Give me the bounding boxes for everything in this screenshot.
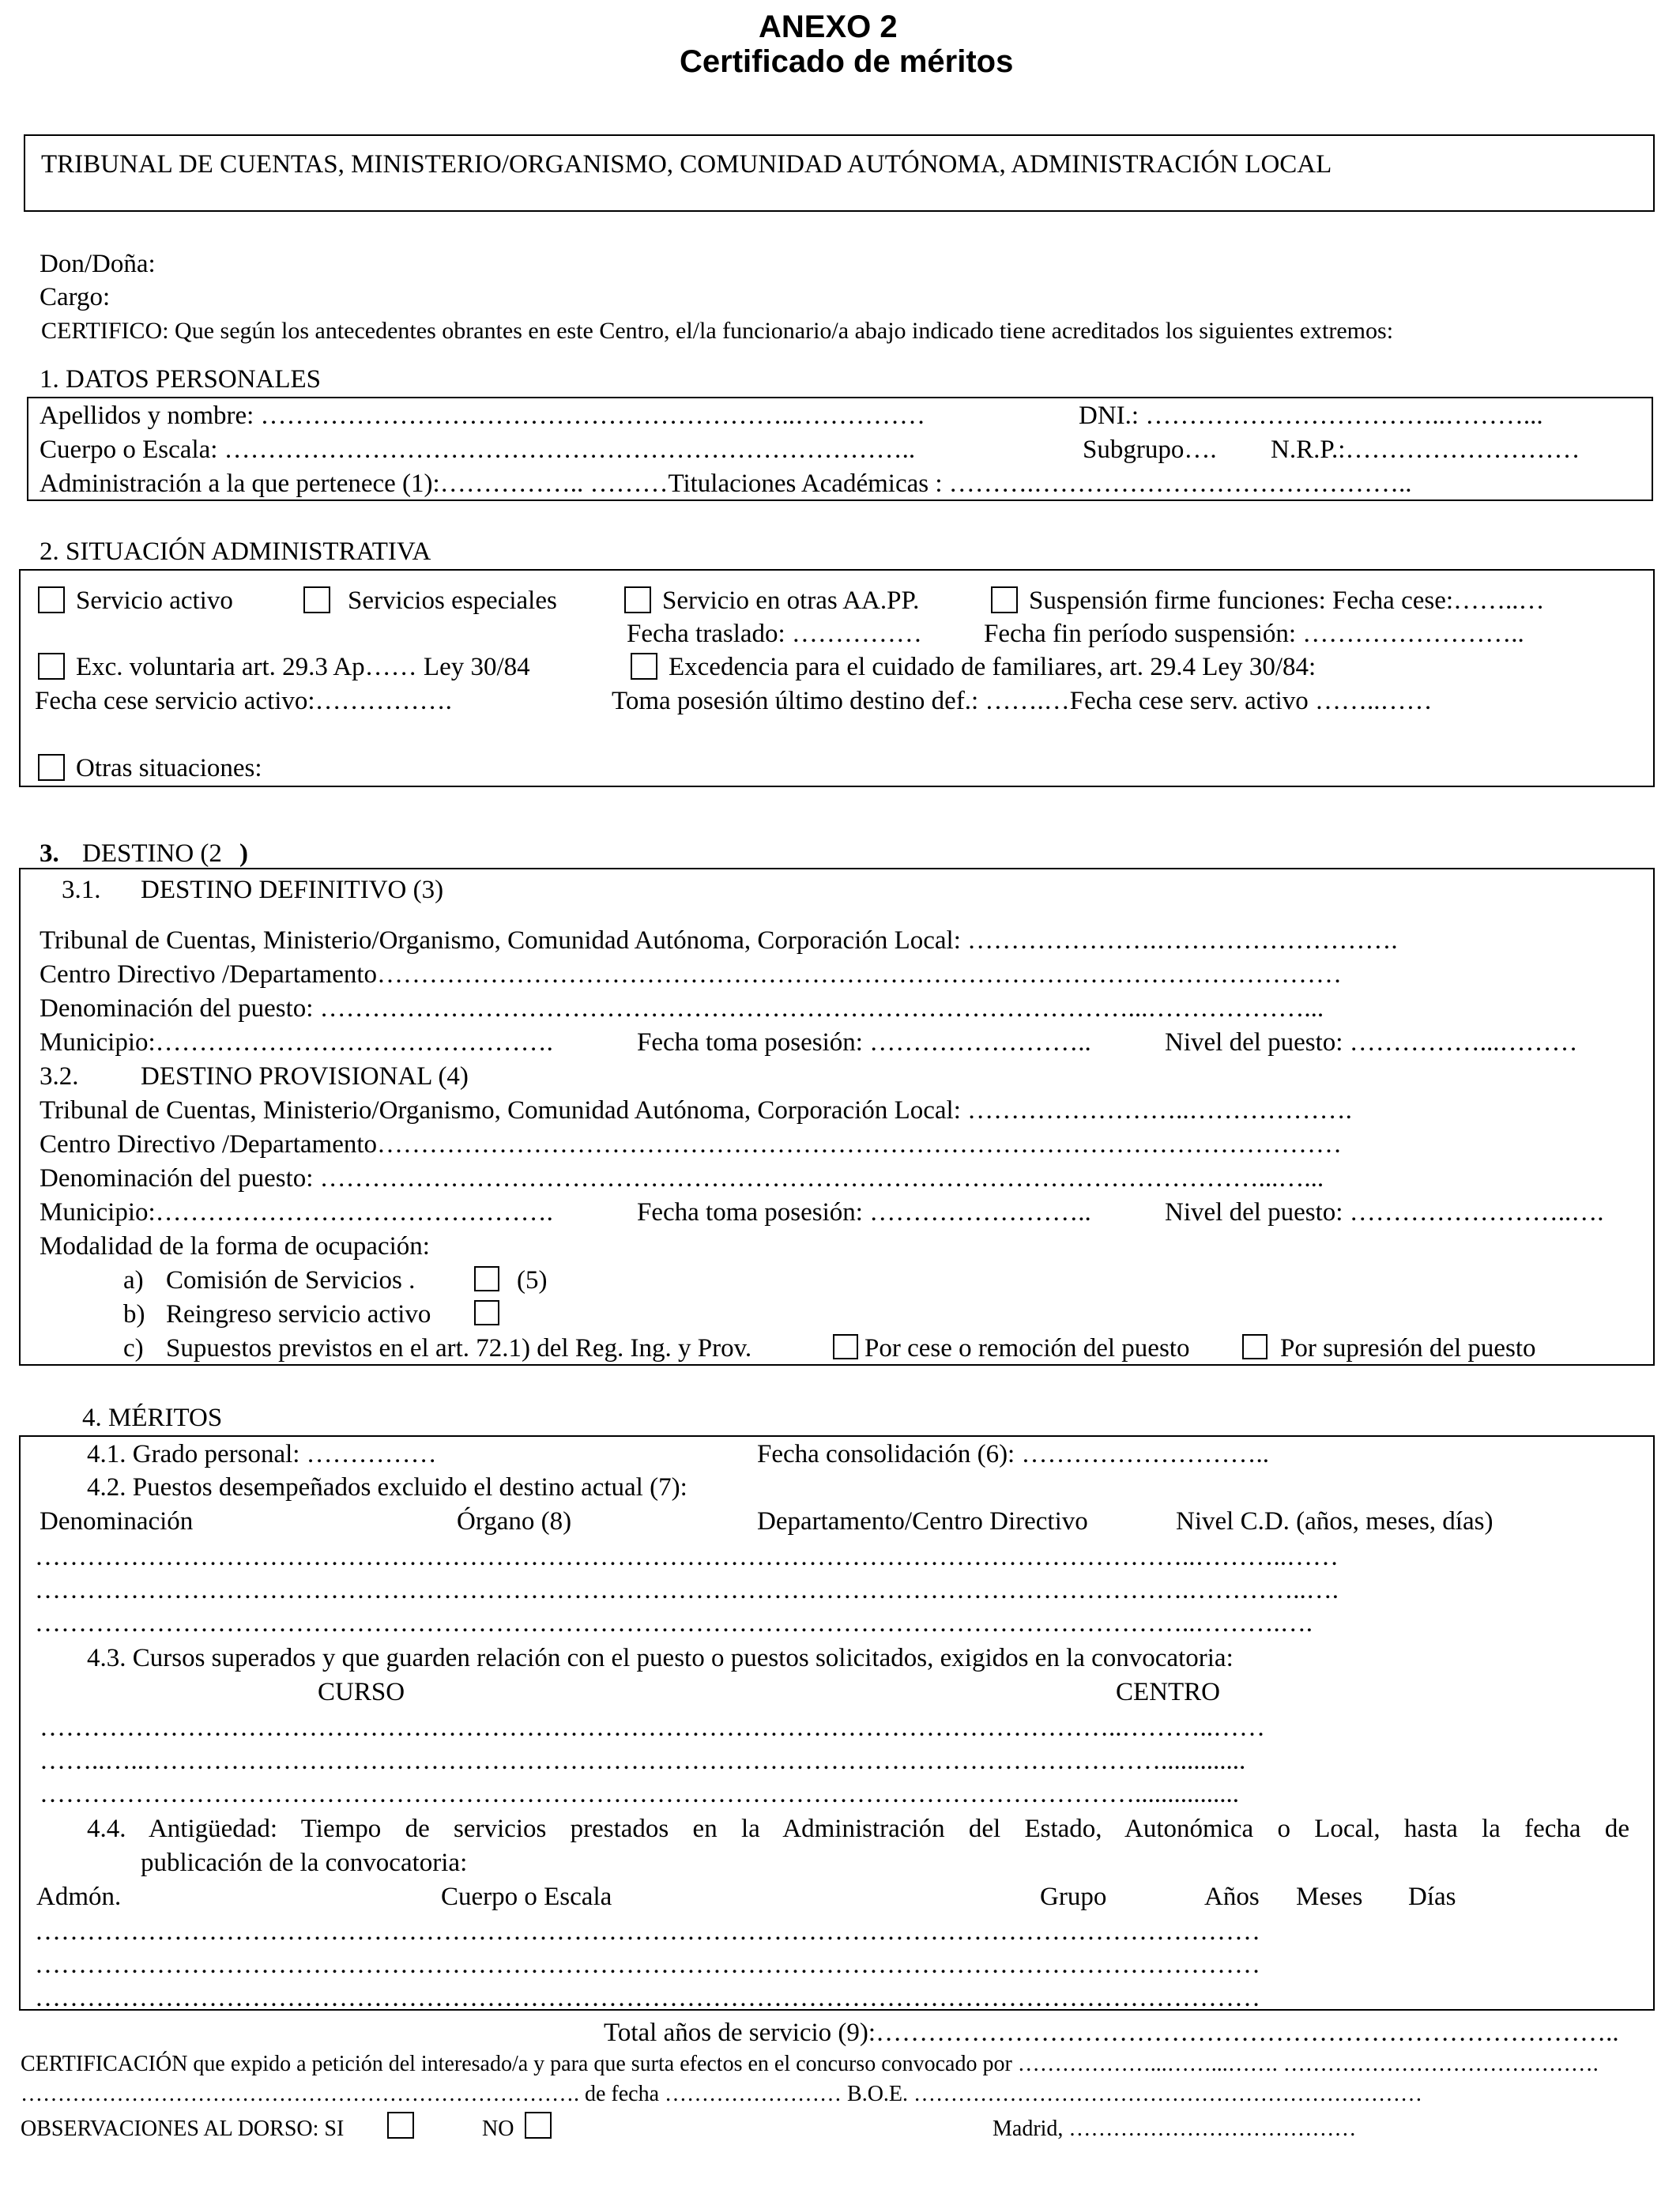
exc-voluntaria-checkbox[interactable] bbox=[38, 653, 65, 680]
col-cuerpo-escala: Cuerpo o Escala bbox=[441, 1883, 612, 1911]
col-nivel-cd: Nivel C.D. (años, meses, días) bbox=[1176, 1507, 1494, 1536]
col-organo: Órgano (8) bbox=[457, 1507, 572, 1536]
prov-denominacion-field[interactable]: Denominación del puesto: ………………………………………………………………………………………………...…... bbox=[40, 1164, 1324, 1193]
exc-voluntaria-label: Exc. voluntaria art. 29.3 Ap…… Ley 30/84 bbox=[76, 653, 530, 681]
fecha-fin-suspension-field[interactable]: Fecha fin período suspensión: …………………….. bbox=[984, 620, 1524, 648]
destino-definitivo-title: DESTINO DEFINITIVO (3) bbox=[141, 876, 444, 904]
col-grupo: Grupo bbox=[1040, 1883, 1107, 1911]
certifico-text: CERTIFICO: Que según los antecedentes obrantes en este Centro, el/la funcionario/a abajo indicado tiene acreditados los siguientes extremos: bbox=[41, 318, 1394, 344]
de-fecha-boe-text[interactable]: …………………………………………………………………. de fecha …………………… B.O.E. …………………………………………………………… bbox=[21, 2082, 1423, 2106]
supresion-checkbox[interactable] bbox=[1242, 1334, 1268, 1359]
antiguedad-label: 4.4. Antigüedad: Tiempo de servicios prestados en la Administración del Estado, Autonómica o Local, hasta la fecha de bbox=[87, 1815, 1629, 1843]
puestos-line[interactable]: …………………………………………………………………………………………………………………….…………..…. bbox=[35, 1578, 1339, 1604]
comision-servicios-checkbox[interactable] bbox=[474, 1266, 499, 1291]
comision-servicios-label: Comisión de Servicios . bbox=[166, 1266, 416, 1295]
col-admon: Admón. bbox=[36, 1883, 122, 1911]
section-1-heading: 1. DATOS PERSONALES bbox=[40, 365, 322, 394]
supresion-label: Por supresión del puesto bbox=[1280, 1334, 1536, 1363]
prov-nivel-field[interactable]: Nivel del puesto: ……………………..…. bbox=[1165, 1198, 1604, 1227]
subgrupo-field[interactable]: Subgrupo…. bbox=[1083, 435, 1217, 464]
def-tribunal-field[interactable]: Tribunal de Cuentas, Ministerio/Organismo, Comunidad Autónoma, Corporación Local: ………………….………………………. bbox=[40, 926, 1398, 955]
document-subtitle: Certificado de méritos bbox=[680, 44, 1014, 79]
section-3-number: 3. bbox=[40, 839, 59, 868]
observaciones-no-checkbox[interactable] bbox=[525, 2112, 552, 2139]
option-b-letter: b) bbox=[123, 1300, 145, 1329]
prov-centro-field[interactable]: Centro Directivo /Departamento………………………………………………………………………………………………… bbox=[40, 1130, 1343, 1159]
antiguedad-line[interactable]: …………………………………………………………………………………………………………………………… bbox=[35, 1952, 1260, 1978]
cursos-line[interactable]: ………………………………………………………………………………………………………………................ bbox=[40, 1781, 1239, 1808]
servicios-especiales-label: Servicios especiales bbox=[348, 586, 557, 615]
col-curso: CURSO bbox=[318, 1678, 405, 1706]
servicio-activo-label: Servicio activo bbox=[76, 586, 233, 615]
puestos-line[interactable]: ……………………………………………………………………………………………………………………..………..…… bbox=[35, 1544, 1339, 1570]
cuerpo-escala-field[interactable]: Cuerpo o Escala: …………………………………………………………………….. bbox=[40, 435, 916, 464]
destino-provisional-number: 3.2. bbox=[40, 1062, 79, 1091]
destino-provisional-title: DESTINO PROVISIONAL (4) bbox=[141, 1062, 469, 1091]
total-anos-servicio-field[interactable]: Total años de servicio (9):………………………………………………………………………….. bbox=[604, 2019, 1619, 2047]
servicios-especiales-checkbox[interactable] bbox=[303, 586, 330, 613]
cargo-label: Cargo: bbox=[40, 283, 111, 311]
observaciones-label: OBSERVACIONES AL DORSO: SI bbox=[21, 2117, 345, 2141]
col-centro: CENTRO bbox=[1116, 1678, 1220, 1706]
def-nivel-field[interactable]: Nivel del puesto: ……………...……… bbox=[1165, 1028, 1578, 1057]
section-3-heading: DESTINO (2 bbox=[82, 839, 222, 868]
cursos-line[interactable]: ……………………………………………………………………………………………………………..………..…… bbox=[40, 1715, 1265, 1741]
col-dias: Días bbox=[1408, 1883, 1456, 1911]
option-c-letter: c) bbox=[123, 1334, 144, 1363]
dni-field[interactable]: DNI.: ……………………………..………... bbox=[1079, 401, 1543, 430]
antiguedad-label-cont: publicación de la convocatoria: bbox=[141, 1849, 468, 1877]
col-anos: Años bbox=[1204, 1883, 1260, 1911]
servicio-activo-checkbox[interactable] bbox=[38, 586, 65, 613]
prov-tribunal-field[interactable]: Tribunal de Cuentas, Ministerio/Organismo, Comunidad Autónoma, Corporación Local: ……………………..………………. bbox=[40, 1096, 1352, 1125]
apellidos-field[interactable]: Apellidos y nombre: ……………………………………………………..…………… bbox=[40, 401, 926, 430]
don-dona-label: Don/Doña: bbox=[40, 250, 156, 278]
otras-situaciones-label: Otras situaciones: bbox=[76, 754, 262, 782]
reingreso-label: Reingreso servicio activo bbox=[166, 1300, 431, 1329]
fecha-cese-activo-field[interactable]: Fecha cese servicio activo:……………. bbox=[35, 687, 452, 715]
otras-situaciones-checkbox[interactable] bbox=[38, 754, 65, 781]
fecha-consolidacion-field[interactable]: Fecha consolidación (6): ……………………….. bbox=[757, 1440, 1269, 1468]
option-a-letter: a) bbox=[123, 1266, 144, 1295]
nrp-field[interactable]: N.R.P.:……………………… bbox=[1271, 435, 1580, 464]
section-4-heading: 4. MÉRITOS bbox=[82, 1404, 223, 1432]
comision-servicios-note: (5) bbox=[517, 1266, 548, 1295]
antiguedad-line[interactable]: …………………………………………………………………………………………………………………………… bbox=[35, 1919, 1260, 1945]
def-denominacion-field[interactable]: Denominación del puesto: …………………………………………………………………………………...………………... bbox=[40, 994, 1324, 1023]
grado-personal-field[interactable]: 4.1. Grado personal: …………… bbox=[87, 1440, 437, 1468]
section-3-heading-close: ) bbox=[239, 839, 248, 868]
cursos-label: 4.3. Cursos superados y que guarden relación con el puesto o puestos solicitados, exigidos en la convocatoria: bbox=[87, 1644, 1234, 1672]
fecha-traslado-field[interactable]: Fecha traslado: …………… bbox=[627, 620, 922, 648]
col-denominacion: Denominación bbox=[40, 1507, 194, 1536]
antiguedad-line[interactable]: …………………………………………………………………………………………………………………………… bbox=[35, 1985, 1260, 2011]
servicio-otras-aapp-label: Servicio en otras AA.PP. bbox=[662, 586, 920, 615]
def-centro-field[interactable]: Centro Directivo /Departamento………………………………………………………………………………………………… bbox=[40, 960, 1343, 989]
puestos-line[interactable]: ……………………………………………………………………………………………………………………..……….…. bbox=[35, 1611, 1313, 1637]
col-meses: Meses bbox=[1296, 1883, 1363, 1911]
certificacion-text[interactable]: CERTIFICACIÓN que expido a petición del interesado/a y para que surta efectos en el concurso convocado por ………………...……...……. ……………………………………. bbox=[21, 2052, 1599, 2076]
supuestos-label: Supuestos previstos en el art. 72.1) del Reg. Ing. y Prov. bbox=[166, 1334, 752, 1363]
suspension-checkbox[interactable] bbox=[991, 586, 1018, 613]
puestos-desempenados-label: 4.2. Puestos desempeñados excluido el destino actual (7): bbox=[87, 1473, 687, 1502]
modalidad-label: Modalidad de la forma de ocupación: bbox=[40, 1232, 430, 1261]
prov-fecha-posesion-field[interactable]: Fecha toma posesión: …………………….. bbox=[637, 1198, 1091, 1227]
cursos-line[interactable]: ……..…..………………………………………………………………………………………………………............. bbox=[40, 1748, 1246, 1774]
observaciones-si-checkbox[interactable] bbox=[387, 2112, 414, 2139]
def-municipio-field[interactable]: Municipio:………………………………………. bbox=[40, 1028, 553, 1057]
prov-municipio-field[interactable]: Municipio:………………………………………. bbox=[40, 1198, 553, 1227]
observaciones-no-label: NO bbox=[482, 2117, 514, 2141]
toma-posesion-field[interactable]: Toma posesión último destino def.: …….…Fecha cese serv. activo ……..…… bbox=[612, 687, 1433, 715]
annex-title: ANEXO 2 bbox=[759, 9, 898, 44]
def-fecha-posesion-field[interactable]: Fecha toma posesión: …………………….. bbox=[637, 1028, 1091, 1057]
cese-remocion-label: Por cese o remoción del puesto bbox=[864, 1334, 1190, 1363]
suspension-label: Suspensión firme funciones: Fecha cese:……..… bbox=[1029, 586, 1545, 615]
reingreso-checkbox[interactable] bbox=[474, 1300, 499, 1325]
section-2-heading: 2. SITUACIÓN ADMINISTRATIVA bbox=[40, 537, 431, 566]
madrid-date-field[interactable]: Madrid, ………………………………… bbox=[993, 2117, 1357, 2141]
col-departamento: Departamento/Centro Directivo bbox=[757, 1507, 1088, 1536]
administracion-titulaciones-field[interactable]: Administración a la que pertenece (1):…………….. ………Titulaciones Académicas : ……….…………………………………….. bbox=[40, 469, 1412, 498]
destino-definitivo-number: 3.1. bbox=[62, 876, 101, 904]
issuer-text: TRIBUNAL DE CUENTAS, MINISTERIO/ORGANISMO, COMUNIDAD AUTÓNOMA, ADMINISTRACIÓN LOCAL bbox=[41, 150, 1332, 179]
servicio-otras-aapp-checkbox[interactable] bbox=[624, 586, 651, 613]
excedencia-familiares-label: Excedencia para el cuidado de familiares, art. 29.4 Ley 30/84: bbox=[669, 653, 1317, 681]
cese-remocion-checkbox[interactable] bbox=[833, 1334, 858, 1359]
excedencia-familiares-checkbox[interactable] bbox=[631, 653, 657, 680]
